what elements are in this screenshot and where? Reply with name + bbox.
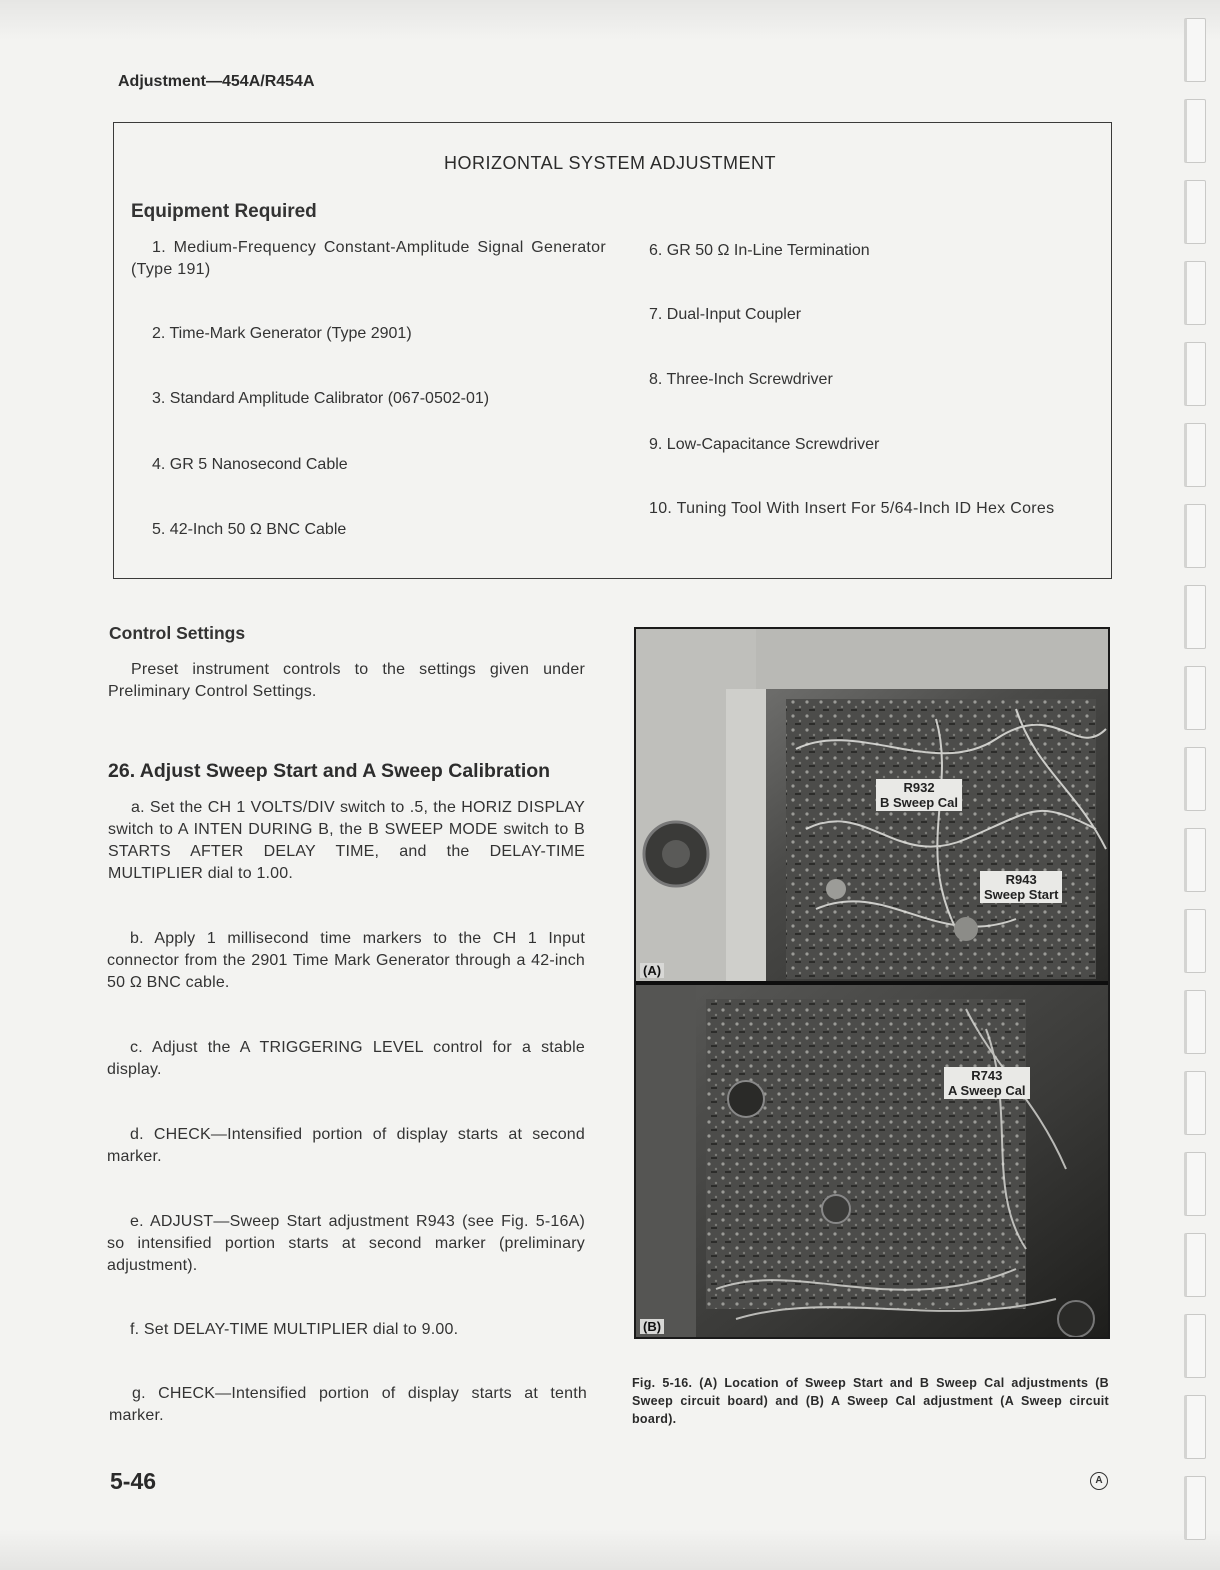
binder-tab: [1184, 747, 1206, 811]
binder-tab: [1184, 423, 1206, 487]
callout-r743-ref: R743: [971, 1068, 1003, 1083]
binder-tab: [1184, 1476, 1206, 1540]
callout-r932-name: B Sweep Cal: [880, 795, 959, 810]
binder-tab: [1184, 990, 1206, 1054]
box-title: HORIZONTAL SYSTEM ADJUSTMENT: [443, 153, 777, 173]
binder-tab: [1184, 342, 1206, 406]
callout-r743-name: A Sweep Cal: [948, 1083, 1026, 1098]
callout-r932: [876, 779, 962, 811]
equipment-required-heading: Equipment Required: [131, 201, 317, 222]
substep-e: e. ADJUST—Sweep Start adjustment R943 (see Fig. 5-16A) so intensified portion starts at second marker (preliminary adjustment).: [107, 1213, 585, 1274]
binder-tab: [1184, 1152, 1206, 1216]
callout-r943: [980, 871, 1062, 903]
control-settings-heading: Control Settings: [109, 623, 246, 643]
binder-tab: [1184, 18, 1206, 82]
binder-tab: [1184, 909, 1206, 973]
callout-r932-ref: R932: [903, 780, 935, 795]
page-number: 5-46: [110, 1468, 157, 1494]
substep-a: a. Set the CH 1 VOLTS/DIV switch to .5, the HORIZ DISPLAY switch to A INTEN DURING B, the B SWEEP MODE switch to B STARTS AFTER DELAY TIME, and the DELAY-TIME MULTIPLIER dial to 1.00.: [108, 799, 585, 882]
equipment-item-9: 9. Low-Capacitance Screwdriver: [649, 436, 880, 453]
panel-a-label: (A): [640, 963, 664, 978]
binder-tab: [1184, 1314, 1206, 1378]
binder-tab: [1184, 666, 1206, 730]
substep-g: g. CHECK—Intensified portion of display starts at tenth marker.: [109, 1385, 587, 1424]
equipment-item-10: 10. Tuning Tool With Insert For 5/64-Inch ID Hex Cores: [649, 500, 1055, 517]
substep-d: d. CHECK—Intensified portion of display starts at second marker.: [107, 1126, 585, 1165]
equipment-item-8: 8. Three-Inch Screwdriver: [649, 371, 833, 388]
equipment-item-6: 6. GR 50 Ω In-Line Termination: [649, 242, 870, 259]
control-settings-text: Preset instrument controls to the settings given under Preliminary Control Settings.: [108, 661, 585, 700]
callout-r943-ref: R943: [1005, 872, 1037, 887]
binder-tab: [1184, 828, 1206, 892]
equipment-item-1: 1. Medium-Frequency Constant-Amplitude Signal Generator (Type 191): [131, 239, 606, 278]
binder-tab: [1184, 504, 1206, 568]
running-head: Adjustment—454A/R454A: [118, 73, 315, 90]
panel-b-label: (B): [640, 1319, 664, 1334]
substep-f: f. Set DELAY-TIME MULTIPLIER dial to 9.00.: [130, 1321, 459, 1338]
binder-tab: [1184, 585, 1206, 649]
revision-mark: A: [1090, 1472, 1108, 1490]
callout-r743: [944, 1067, 1030, 1099]
equipment-item-5: 5. 42-Inch 50 Ω BNC Cable: [152, 521, 347, 538]
binder-tab: [1184, 1233, 1206, 1297]
callout-r943-name: Sweep Start: [984, 887, 1059, 902]
binder-tab-strip: [1170, 0, 1220, 1570]
binder-tab: [1184, 1395, 1206, 1459]
binder-tab: [1184, 180, 1206, 244]
step-26-heading: 26. Adjust Sweep Start and A Sweep Calibration: [108, 760, 551, 782]
equipment-item-2: 2. Time-Mark Generator (Type 2901): [152, 325, 412, 342]
substep-c: c. Adjust the A TRIGGERING LEVEL control for a stable display.: [107, 1039, 585, 1078]
binder-tab: [1184, 261, 1206, 325]
figure-caption: Fig. 5-16. (A) Location of Sweep Start and B Sweep Cal adjustments (B Sweep circuit board) and (B) A Sweep Cal adjustment (A Sweep circuit board).: [632, 1376, 1109, 1426]
equipment-item-3: 3. Standard Amplitude Calibrator (067-0502-01): [152, 390, 490, 407]
binder-tab: [1184, 1071, 1206, 1135]
substep-b: b. Apply 1 millisecond time markers to the CH 1 Input connector from the 2901 Time Mark Generator through a 42-inch 50 Ω BNC cable.: [107, 930, 585, 991]
figure-5-16-photos: [634, 627, 1110, 1339]
equipment-item-4: 4. GR 5 Nanosecond Cable: [152, 456, 348, 473]
equipment-item-7: 7. Dual-Input Coupler: [649, 306, 802, 323]
circuit-board-photo: [636, 629, 1108, 1337]
